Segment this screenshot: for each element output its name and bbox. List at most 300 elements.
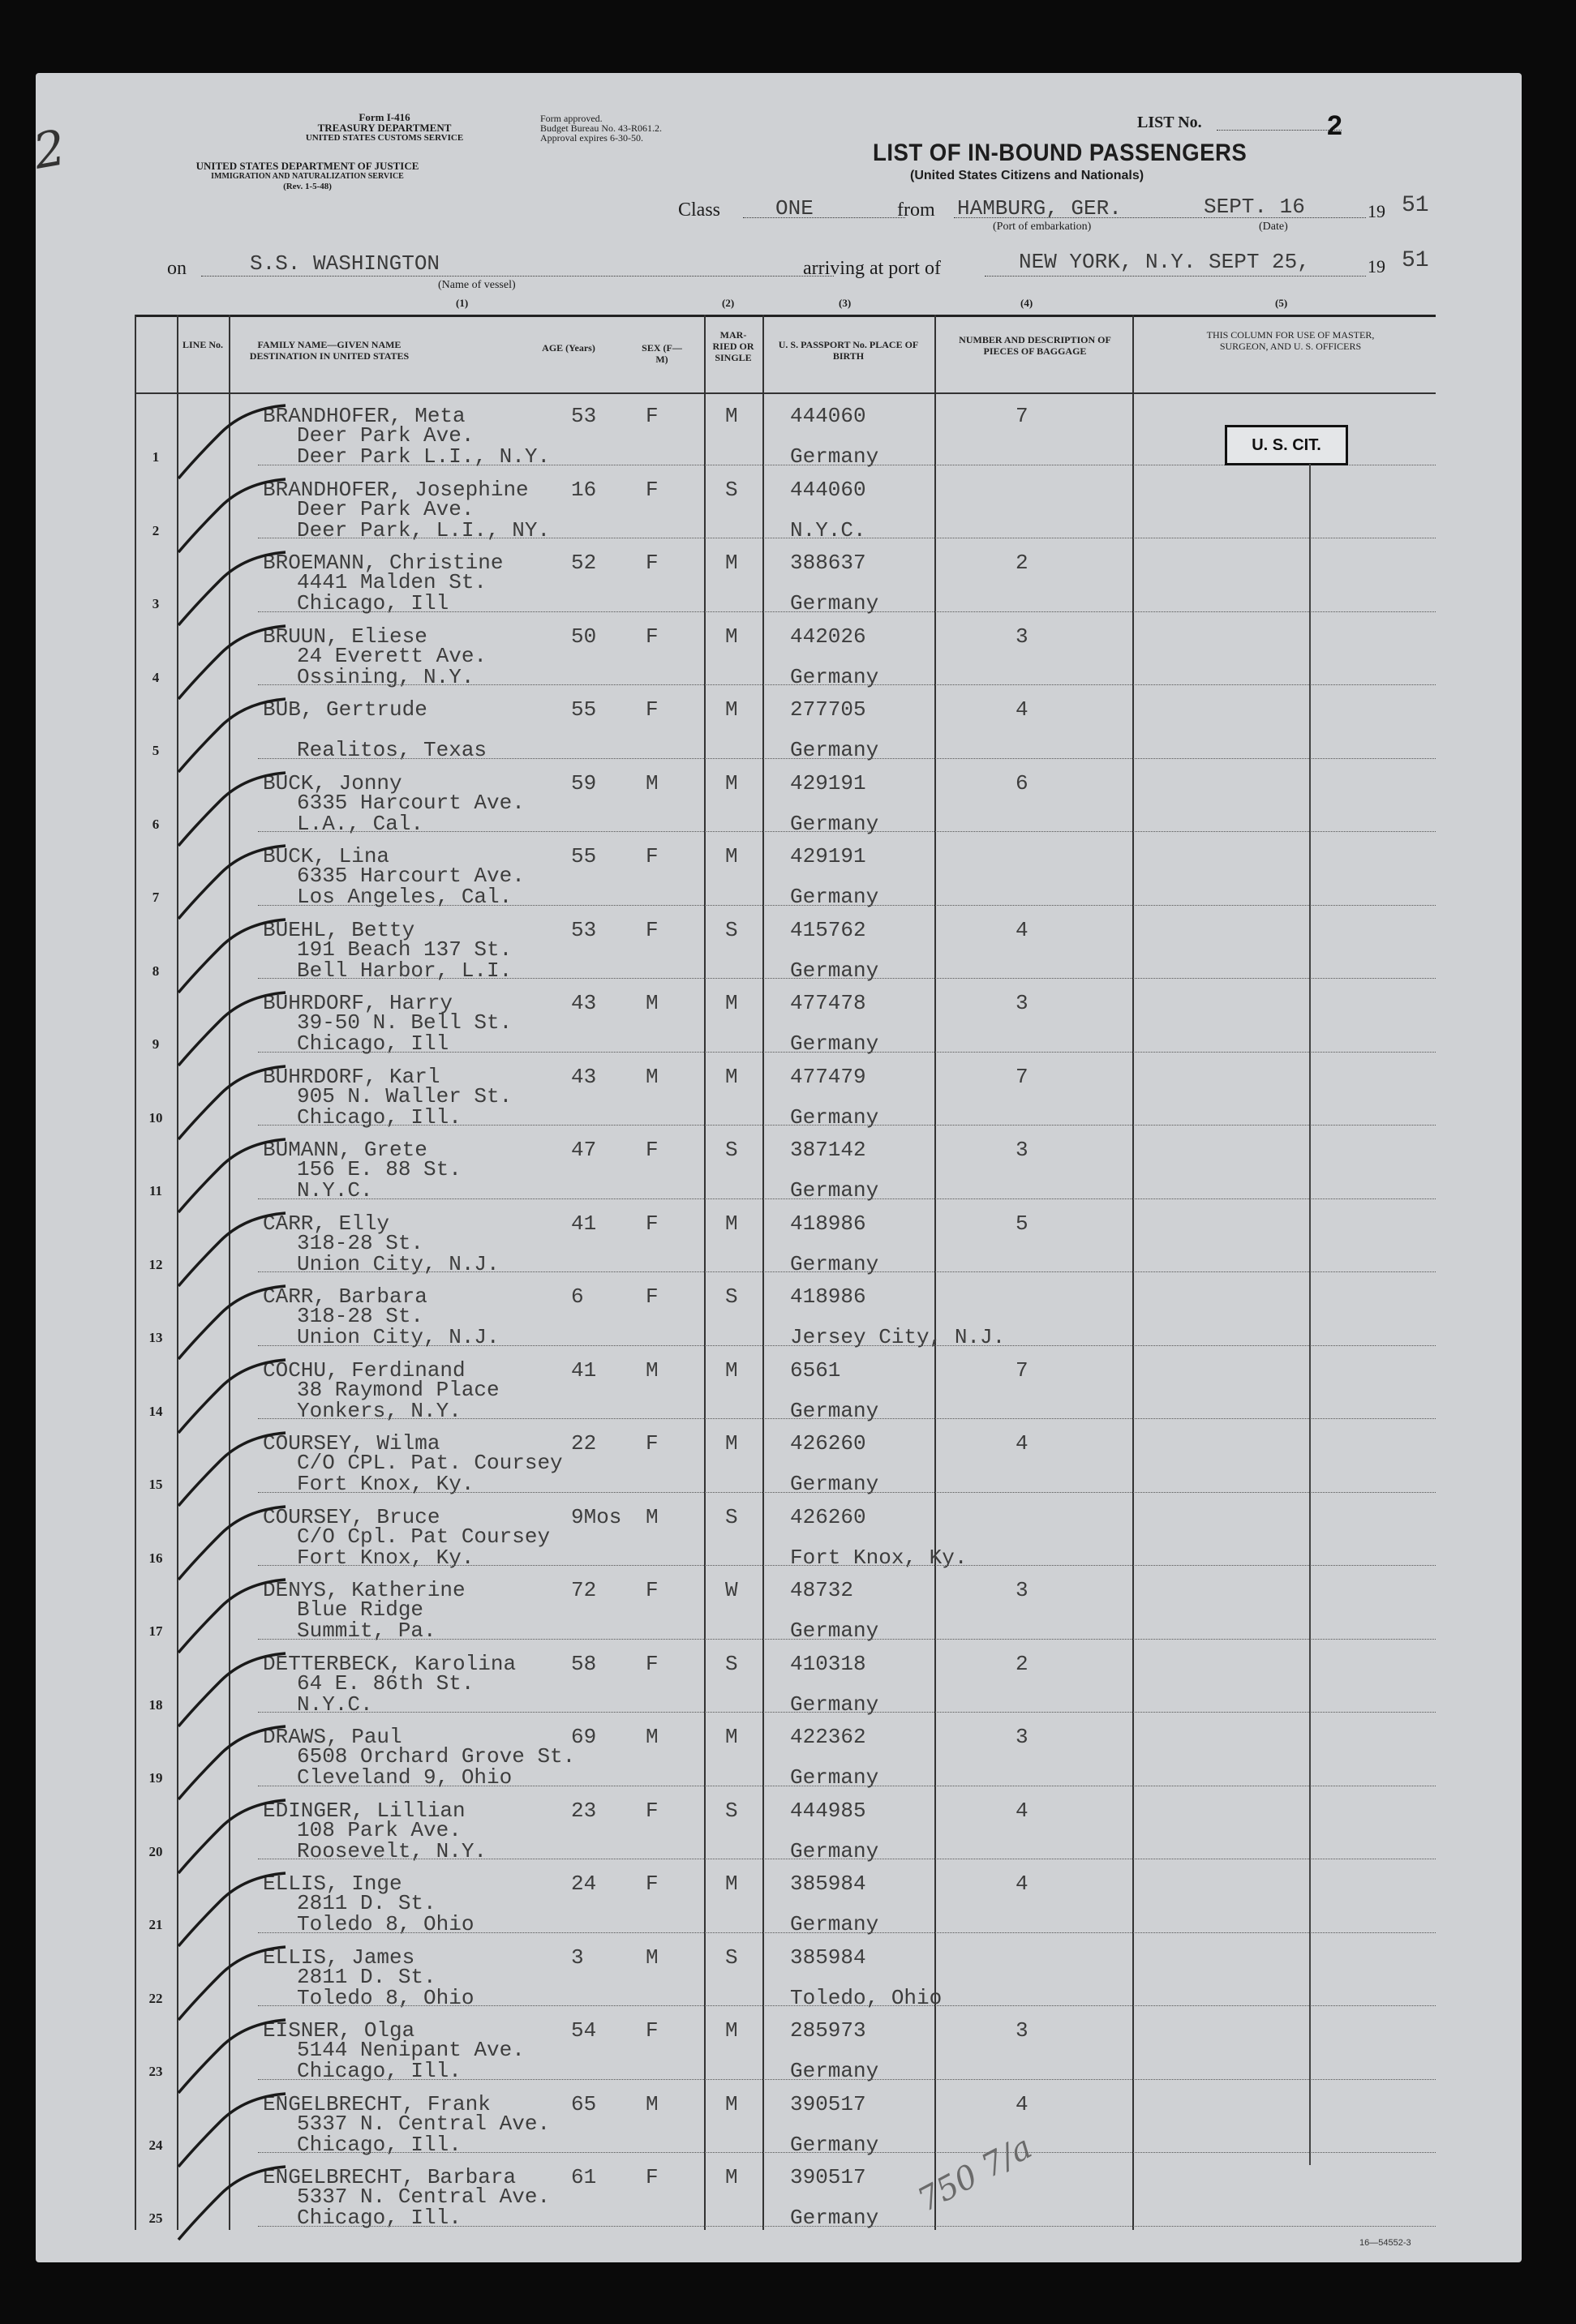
line-number: 6 — [152, 816, 160, 832]
sex: M — [646, 770, 659, 795]
sex: F — [646, 1578, 659, 1602]
passport-number: 477479 — [790, 1064, 866, 1089]
list-no-label: LIST No. — [1137, 114, 1202, 131]
budget-bureau: Budget Bureau No. 43-R061.2. — [540, 122, 662, 134]
place-of-birth: Germany — [790, 664, 879, 689]
place-of-birth: N.Y.C. — [790, 517, 866, 542]
sex: M — [646, 2091, 659, 2116]
marital-status: M — [725, 2091, 738, 2116]
inspector-signature: 750 7/a — [912, 2129, 1038, 2219]
address-line-1: C/O CPL. Pat. Coursey — [297, 1451, 563, 1475]
age: 61 — [571, 2165, 597, 2189]
address-line-2: Toledo 8, Ohio — [297, 1985, 475, 2010]
passport-number: 426260 — [790, 1431, 866, 1456]
officer-vertical-line — [1309, 464, 1311, 2165]
check-mark — [172, 2162, 294, 2251]
address-line-1: Deer Park Ave. — [297, 496, 475, 521]
arrival-port: NEW YORK, N.Y. SEPT 25, — [1019, 250, 1310, 274]
line-number: 20 — [148, 1843, 163, 1859]
passport-number: 429191 — [790, 844, 866, 868]
address-line-2: Chicago, Ill. — [297, 2059, 462, 2083]
sex: M — [646, 991, 659, 1015]
marital-status: S — [725, 477, 738, 502]
sex: M — [646, 1725, 659, 1749]
ins-label: IMMIGRATION AND NATURALIZATION SERVICE — [211, 172, 404, 181]
list-number: 2 — [1327, 110, 1342, 141]
passenger-row — [135, 980, 1436, 1056]
address-line-2: L.A., Cal. — [297, 811, 424, 836]
passenger-name: BRANDHOFER, Josephine — [263, 477, 529, 502]
line-number: 11 — [148, 1183, 163, 1198]
line-number: 3 — [152, 596, 160, 611]
line-number: 1 — [152, 449, 160, 465]
sex: F — [646, 917, 659, 942]
line-number: 22 — [148, 1990, 163, 2006]
baggage-count: 4 — [1016, 917, 1028, 942]
passport-number: 422362 — [790, 1725, 866, 1749]
on-label: on — [167, 258, 187, 279]
year-prefix: 19 — [1368, 201, 1385, 221]
sex: F — [646, 404, 659, 428]
passport-number: 385984 — [790, 1872, 866, 1896]
passport-number: 444060 — [790, 477, 866, 502]
form-approved: Form approved. — [540, 113, 603, 124]
sex: F — [646, 697, 659, 722]
line-number: 5 — [152, 743, 160, 758]
line-number: 8 — [152, 963, 160, 979]
place-of-birth: Germany — [790, 2206, 879, 2230]
address-line-2: Fort Knox, Ky. — [297, 1545, 475, 1570]
address-line-1: 6508 Orchard Grove St. — [297, 1744, 576, 1769]
sex: F — [646, 1284, 659, 1309]
address-line-1: 5144 Nenipant Ave. — [297, 2038, 525, 2062]
address-line-2: N.Y.C. — [297, 1692, 373, 1717]
passport-number: 390517 — [790, 2091, 866, 2116]
passport-number: 388637 — [790, 551, 866, 575]
place-of-birth: Germany — [790, 444, 879, 469]
sex: M — [646, 1064, 659, 1089]
address-line-2: Summit, Pa. — [297, 1619, 436, 1643]
passenger-name: BUB, Gertrude — [263, 697, 427, 722]
place-of-birth: Germany — [790, 1178, 879, 1203]
passenger-name: EISNER, Olga — [263, 2018, 415, 2043]
place-of-birth: Germany — [790, 1472, 879, 1496]
baggage-count: 3 — [1016, 1725, 1028, 1749]
address-line-1: 318-28 St. — [297, 1230, 424, 1255]
marital-status: S — [725, 917, 738, 942]
age: 65 — [571, 2091, 597, 2116]
baggage-count: 3 — [1016, 1138, 1028, 1162]
baggage-count: 7 — [1016, 1357, 1028, 1383]
passenger-row — [135, 1787, 1436, 1863]
baggage-count: 4 — [1016, 1431, 1028, 1456]
passport-number: 415762 — [790, 917, 866, 942]
passenger-row — [135, 1494, 1436, 1570]
class-label: Class — [678, 199, 721, 221]
address-line-1: 64 E. 86th St. — [297, 1670, 475, 1696]
line-number: 18 — [148, 1696, 163, 1713]
passenger-row — [135, 1713, 1436, 1790]
passenger-row — [135, 613, 1436, 689]
address-line-2: Union City, N.J. — [297, 1325, 500, 1349]
passport-number: 444985 — [790, 1798, 866, 1823]
age: 6 — [571, 1284, 584, 1309]
rev-label: (Rev. 1-5-48) — [283, 182, 332, 191]
line-number: 21 — [148, 1917, 163, 1932]
passenger-name: BUHRDORF, Harry — [263, 991, 453, 1015]
col-num-4: (4) — [1020, 297, 1033, 309]
address-line-2: Yonkers, N.Y. — [297, 1398, 462, 1423]
col-num-1: (1) — [456, 297, 469, 309]
vessel-name: S.S. WASHINGTON — [250, 251, 440, 276]
baggage-count: 4 — [1016, 1872, 1028, 1896]
address-line-1: 24 Everett Ave. — [297, 643, 487, 668]
passport-number: 442026 — [790, 624, 866, 649]
passenger-name: BUEHL, Betty — [263, 917, 415, 942]
passport-number: 410318 — [790, 1651, 866, 1676]
passenger-name: COURSEY, Bruce — [263, 1504, 440, 1529]
baggage-count: 3 — [1016, 624, 1028, 649]
place-of-birth: Germany — [790, 2059, 879, 2083]
doj-label: UNITED STATES DEPARTMENT OF JUSTICE — [195, 160, 419, 172]
age: 23 — [571, 1798, 597, 1823]
age: 50 — [571, 624, 597, 649]
form-code: 16—54552-3 — [1359, 2238, 1411, 2248]
address-line-1: 2811 D. St. — [297, 1891, 436, 1915]
embarkation-date: SEPT. 16 — [1204, 195, 1305, 219]
year-suffix: 51 — [1402, 193, 1429, 218]
embarkation-port: HAMBURG, GER. — [957, 196, 1122, 221]
address-line-2: Los Angeles, Cal. — [297, 885, 513, 909]
marital-status: S — [725, 1798, 738, 1823]
sex: M — [646, 1357, 659, 1383]
passenger-row — [135, 1273, 1436, 1349]
address-line-2: Ossining, N.Y. — [297, 664, 475, 689]
age: 53 — [571, 917, 597, 942]
address-line-1: 2811 D. St. — [297, 1964, 436, 1989]
baggage-count: 4 — [1016, 2091, 1028, 2116]
sex: M — [646, 1504, 659, 1529]
passenger-name: COURSEY, Wilma — [263, 1431, 440, 1456]
passenger-row — [135, 1053, 1436, 1130]
form-number: Form I-416 — [359, 111, 410, 123]
passport-number: 477478 — [790, 991, 866, 1015]
address-line-2: Fort Knox, Ky. — [297, 1472, 475, 1496]
place-of-birth: Germany — [790, 811, 879, 836]
passenger-name: BUCK, Lina — [263, 844, 390, 868]
passenger-name: DRAWS, Paul — [263, 1725, 402, 1749]
col-num-5: (5) — [1275, 297, 1288, 309]
address-line-1: Deer Park Ave. — [297, 423, 475, 448]
passenger-name: CARR, Elly — [263, 1211, 390, 1236]
passenger-name: BUHRDORF, Karl — [263, 1064, 440, 1089]
marital-status: W — [725, 1578, 738, 1602]
baggage-count: 6 — [1016, 770, 1028, 795]
sex: F — [646, 2165, 659, 2189]
line-number: 7 — [152, 890, 160, 905]
line-number: 2 — [152, 522, 160, 538]
line-number: 16 — [148, 1550, 163, 1566]
age: 41 — [571, 1357, 597, 1383]
arriving-label: arriving at port of — [803, 258, 941, 279]
baggage-count: 4 — [1016, 1798, 1028, 1823]
baggage-count: 2 — [1016, 1651, 1028, 1676]
passport-number: 277705 — [790, 697, 866, 722]
address-line-1: 108 Park Ave. — [297, 1817, 462, 1842]
sex: F — [646, 2018, 659, 2043]
line-number: 23 — [148, 2064, 163, 2079]
passenger-name: BRUUN, Eliese — [263, 624, 427, 649]
line-number: 4 — [152, 669, 160, 685]
marital-status: M — [725, 2165, 738, 2189]
sex: F — [646, 844, 659, 868]
line-number: 19 — [148, 1770, 163, 1786]
marital-status: M — [725, 1357, 738, 1383]
line-number: 14 — [148, 1403, 163, 1419]
place-of-birth: Germany — [790, 1251, 879, 1276]
place-of-birth: Germany — [790, 1838, 879, 1863]
passenger-name: COCHU, Ferdinand — [263, 1357, 466, 1383]
place-of-birth: Germany — [790, 1912, 879, 1936]
passenger-name: BROEMANN, Christine — [263, 551, 504, 575]
margin-note: 2 — [29, 119, 70, 181]
sex: F — [646, 1138, 659, 1162]
marital-status: M — [725, 697, 738, 722]
passport-number: 429191 — [790, 770, 866, 795]
passport-number: 426260 — [790, 1504, 866, 1529]
address-line-1: 905 N. Waller St. — [297, 1083, 513, 1108]
age: 41 — [571, 1211, 597, 1236]
baggage-count: 7 — [1016, 404, 1028, 428]
place-of-birth: Toledo, Ohio — [790, 1985, 943, 2010]
address-line-1: 4441 Malden St. — [297, 570, 487, 594]
sex: M — [646, 1945, 659, 1970]
passenger-name: DENYS, Katherine — [263, 1578, 466, 1602]
address-line-2: Roosevelt, N.Y. — [297, 1838, 487, 1863]
passenger-name: BUMANN, Grete — [263, 1138, 427, 1162]
arrival-year-suffix: 51 — [1402, 248, 1429, 273]
age: 43 — [571, 991, 597, 1015]
place-of-birth: Germany — [790, 738, 879, 762]
place-of-birth: Germany — [790, 1104, 879, 1130]
passport-number: 387142 — [790, 1138, 866, 1162]
address-line-2: Chicago, Ill — [297, 1031, 449, 1056]
address-line-1: 191 Beach 137 St. — [297, 937, 513, 962]
passenger-row — [135, 2007, 1436, 2083]
passport-number: 418986 — [790, 1211, 866, 1236]
address-line-2: Chicago, Ill. — [297, 2206, 462, 2230]
place-of-birth: Germany — [790, 1031, 879, 1056]
age: 43 — [571, 1064, 597, 1089]
sex: F — [646, 477, 659, 502]
passport-number: 444060 — [790, 404, 866, 428]
arrival-year-prefix: 19 — [1368, 256, 1385, 277]
address-line-2: Realitos, Texas — [297, 738, 487, 762]
sex: F — [646, 1798, 659, 1823]
marital-status: M — [725, 844, 738, 868]
address-line-2: Chicago, Ill — [297, 591, 449, 615]
address-line-1: 38 Raymond Place — [297, 1377, 500, 1402]
passenger-row — [135, 1567, 1436, 1643]
address-line-2: Deer Park, L.I., NY. — [297, 517, 551, 542]
row-divider — [258, 2226, 1436, 2228]
address-line-1: 6335 Harcourt Ave. — [297, 864, 525, 888]
passenger-table — [135, 315, 1436, 2248]
place-of-birth: Germany — [790, 885, 879, 909]
address-line-1: 39-50 N. Bell St. — [297, 1010, 513, 1035]
age: 16 — [571, 477, 597, 502]
sex: F — [646, 1651, 659, 1676]
address-line-1: 6335 Harcourt Ave. — [297, 790, 525, 815]
marital-status: S — [725, 1651, 738, 1676]
approval-expires: Approval expires 6-30-50. — [540, 132, 643, 144]
age: 52 — [571, 551, 597, 575]
place-of-birth: Germany — [790, 1619, 879, 1643]
place-of-birth: Fort Knox, Ky. — [790, 1545, 968, 1570]
passenger-name: ELLIS, James — [263, 1945, 415, 1970]
col-num-2: (2) — [722, 297, 735, 309]
passenger-row — [135, 1347, 1436, 1423]
marital-status: S — [725, 1504, 738, 1529]
line-number: 10 — [148, 1109, 163, 1126]
us-citizen-stamp: U. S. CIT. — [1225, 425, 1348, 465]
age: 9Mos — [571, 1504, 622, 1529]
marital-status: M — [725, 1211, 738, 1236]
address-line-2: Chicago, Ill. — [297, 1104, 462, 1130]
age: 22 — [571, 1431, 597, 1456]
age: 72 — [571, 1578, 597, 1602]
marital-status: M — [725, 991, 738, 1015]
passport-number: 418986 — [790, 1284, 866, 1309]
address-line-1: 156 E. 88 St. — [297, 1157, 462, 1181]
age: 3 — [571, 1945, 584, 1970]
age: 53 — [571, 404, 597, 428]
address-line-2: Deer Park L.I., N.Y. — [297, 444, 551, 469]
address-line-1: C/O Cpl. Pat Coursey — [297, 1524, 551, 1549]
place-of-birth: Germany — [790, 1692, 879, 1717]
marital-status: M — [725, 2018, 738, 2043]
passenger-row — [135, 1640, 1436, 1717]
line-number: 9 — [152, 1036, 160, 1052]
from-label: from — [897, 199, 935, 221]
place-of-birth: Germany — [790, 591, 879, 615]
age: 58 — [571, 1651, 597, 1676]
passenger-row — [135, 1860, 1436, 1936]
col-num-3: (3) — [839, 297, 852, 309]
col-head-line-no: LINE No. — [182, 339, 223, 350]
col-head-baggage: NUMBER AND DESCRIPTION OF PIECES OF BAGGAGE — [959, 334, 1111, 357]
place-of-birth: Germany — [790, 1398, 879, 1423]
passenger-name: DETTERBECK, Karolina — [263, 1651, 517, 1676]
sex: F — [646, 1431, 659, 1456]
passenger-row — [135, 833, 1436, 909]
address-line-1: 5337 N. Central Ave. — [297, 2185, 551, 2209]
col-head-passport: U. S. PASSPORT No. PLACE OF BIRTH — [778, 339, 919, 362]
passenger-row — [135, 760, 1436, 836]
address-line-1: 5337 N. Central Ave. — [297, 2111, 551, 2136]
col-head-age: AGE (Years) — [542, 342, 595, 354]
passport-number: 48732 — [790, 1578, 854, 1602]
line-number: 13 — [148, 1330, 163, 1345]
passport-number: 385984 — [790, 1945, 866, 1970]
passenger-row — [135, 1420, 1436, 1496]
marital-status: S — [725, 1138, 738, 1162]
col-head-sex: SEX (F—M) — [642, 342, 682, 365]
marital-status: M — [725, 404, 738, 428]
sex: F — [646, 624, 659, 649]
passport-number: 285973 — [790, 2018, 866, 2043]
baggage-count: 5 — [1016, 1211, 1028, 1236]
vessel-caption: (Name of vessel) — [438, 279, 516, 291]
address-line-1: Blue Ridge — [297, 1597, 424, 1622]
passenger-row — [135, 686, 1436, 762]
passenger-name: EDINGER, Lillian — [263, 1798, 466, 1823]
col-head-married: MAR-RIED OR SINGLE — [712, 329, 754, 363]
passport-number: 390517 — [790, 2165, 866, 2189]
address-line-2: Chicago, Ill. — [297, 2132, 462, 2157]
sex: F — [646, 551, 659, 575]
address-line-2: Cleveland 9, Ohio — [297, 1765, 513, 1790]
baggage-count: 7 — [1016, 1064, 1028, 1089]
passenger-name: ENGELBRECHT, Frank — [263, 2091, 491, 2116]
place-of-birth: Germany — [790, 2132, 879, 2157]
passport-number: 6561 — [790, 1357, 841, 1383]
passenger-row — [135, 466, 1436, 542]
address-line-2: N.Y.C. — [297, 1178, 373, 1203]
age: 55 — [571, 697, 597, 722]
col-head-officers: THIS COLUMN FOR USE OF MASTER, SURGEON, AND U. S. OFFICERS — [1206, 329, 1375, 352]
baggage-count: 3 — [1016, 2018, 1028, 2043]
passenger-name: ELLIS, Inge — [263, 1872, 402, 1896]
marital-status: M — [725, 551, 738, 575]
marital-status: S — [725, 1284, 738, 1309]
place-of-birth: Germany — [790, 1765, 879, 1790]
baggage-count: 3 — [1016, 991, 1028, 1015]
line-number: 15 — [148, 1477, 163, 1492]
marital-status: M — [725, 1872, 738, 1896]
marital-status: M — [725, 624, 738, 649]
marital-status: M — [725, 1064, 738, 1089]
line-number: 12 — [148, 1256, 163, 1272]
passenger-name: ENGELBRECHT, Barbara — [263, 2165, 517, 2189]
passenger-row — [135, 1934, 1436, 2010]
page-title: LIST OF IN-BOUND PASSENGERS — [873, 139, 1247, 166]
passenger-row — [135, 539, 1436, 615]
age: 24 — [571, 1872, 597, 1896]
passenger-row — [135, 1126, 1436, 1203]
class-value: ONE — [775, 196, 814, 221]
age: 69 — [571, 1725, 597, 1749]
sex: F — [646, 1211, 659, 1236]
treasury-label: TREASURY DEPARTMENT — [317, 122, 452, 134]
col-head-name: FAMILY NAME—GIVEN NAME DESTINATION IN UNITED STATES — [249, 339, 410, 362]
marital-status: M — [725, 770, 738, 795]
date-caption: (Date) — [1259, 221, 1288, 233]
baggage-count: 4 — [1016, 697, 1028, 722]
place-of-birth: Germany — [790, 958, 879, 983]
place-of-birth: Jersey City, N.J. — [790, 1325, 1006, 1349]
address-line-1: 318-28 St. — [297, 1304, 424, 1328]
baggage-count: 2 — [1016, 551, 1028, 575]
passenger-name: CARR, Barbara — [263, 1284, 427, 1309]
address-line-2: Union City, N.J. — [297, 1251, 500, 1276]
passenger-row — [135, 1200, 1436, 1276]
age: 55 — [571, 844, 597, 868]
passenger-name: BUCK, Jonny — [263, 770, 402, 795]
address-line-2: Bell Harbor, L.I. — [297, 958, 513, 983]
passenger-name: BRANDHOFER, Meta — [263, 404, 466, 428]
age: 54 — [571, 2018, 597, 2043]
